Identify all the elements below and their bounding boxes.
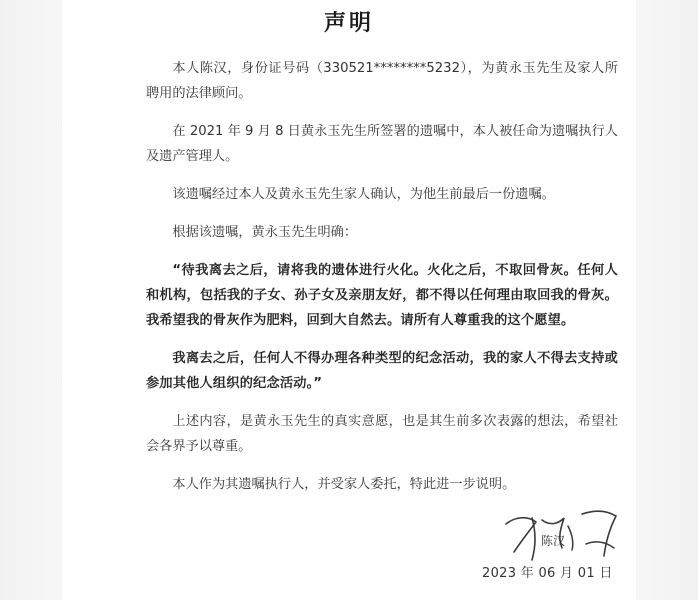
paragraph-identity: 本人陈汉，身份证号码（330521********5232），为黄永玉先生及家人所聘用的法律顾问。 [146, 61, 618, 101]
paragraph-appointment: 在 2021 年 9 月 8 日黄永玉先生所签署的遗嘱中，本人被任命为遗嘱执行人及遗产管理人。 [146, 124, 618, 164]
document-page [62, 0, 636, 600]
paragraph-intro: 根据该遗嘱，黄永玉先生明确： [172, 225, 358, 240]
signature-date: 2023 年 06 月 01 日 [482, 566, 613, 581]
document-title: 声明 [323, 11, 374, 36]
paragraph-respect: 上述内容，是黄永玉先生的真实意愿，也是其生前多次表露的想法，希望社会各界予以尊重。 [146, 414, 618, 454]
quote-no-memorial: 我离去之后，任何人不得办理各种类型的纪念活动，我的家人不得去支持或参加其他人组织的纪念活动。” [146, 351, 618, 391]
background-left-margin [0, 0, 62, 600]
signatory-name: 陈汉 [541, 534, 566, 548]
quote-cremation: “待我离去之后，请将我的遗体进行火化。火化之后，不取回骨灰。任何人和机构，包括我的子女、孙子女及亲朋友好，都不得以任何理由取回我的骨灰。我希望我的骨灰作为肥料，回到大自然去。请所有人尊重我的这个愿望。 [146, 263, 618, 328]
signature-block [502, 498, 632, 570]
paragraph-confirmation: 该遗嘱经过本人及黄永玉先生家人确认，为他生前最后一份遗嘱。 [172, 187, 555, 202]
background-right-margin [636, 0, 698, 600]
paragraph-statement: 本人作为其遗嘱执行人，并受家人委托，特此进一步说明。 [172, 477, 516, 492]
document-body [146, 56, 618, 510]
